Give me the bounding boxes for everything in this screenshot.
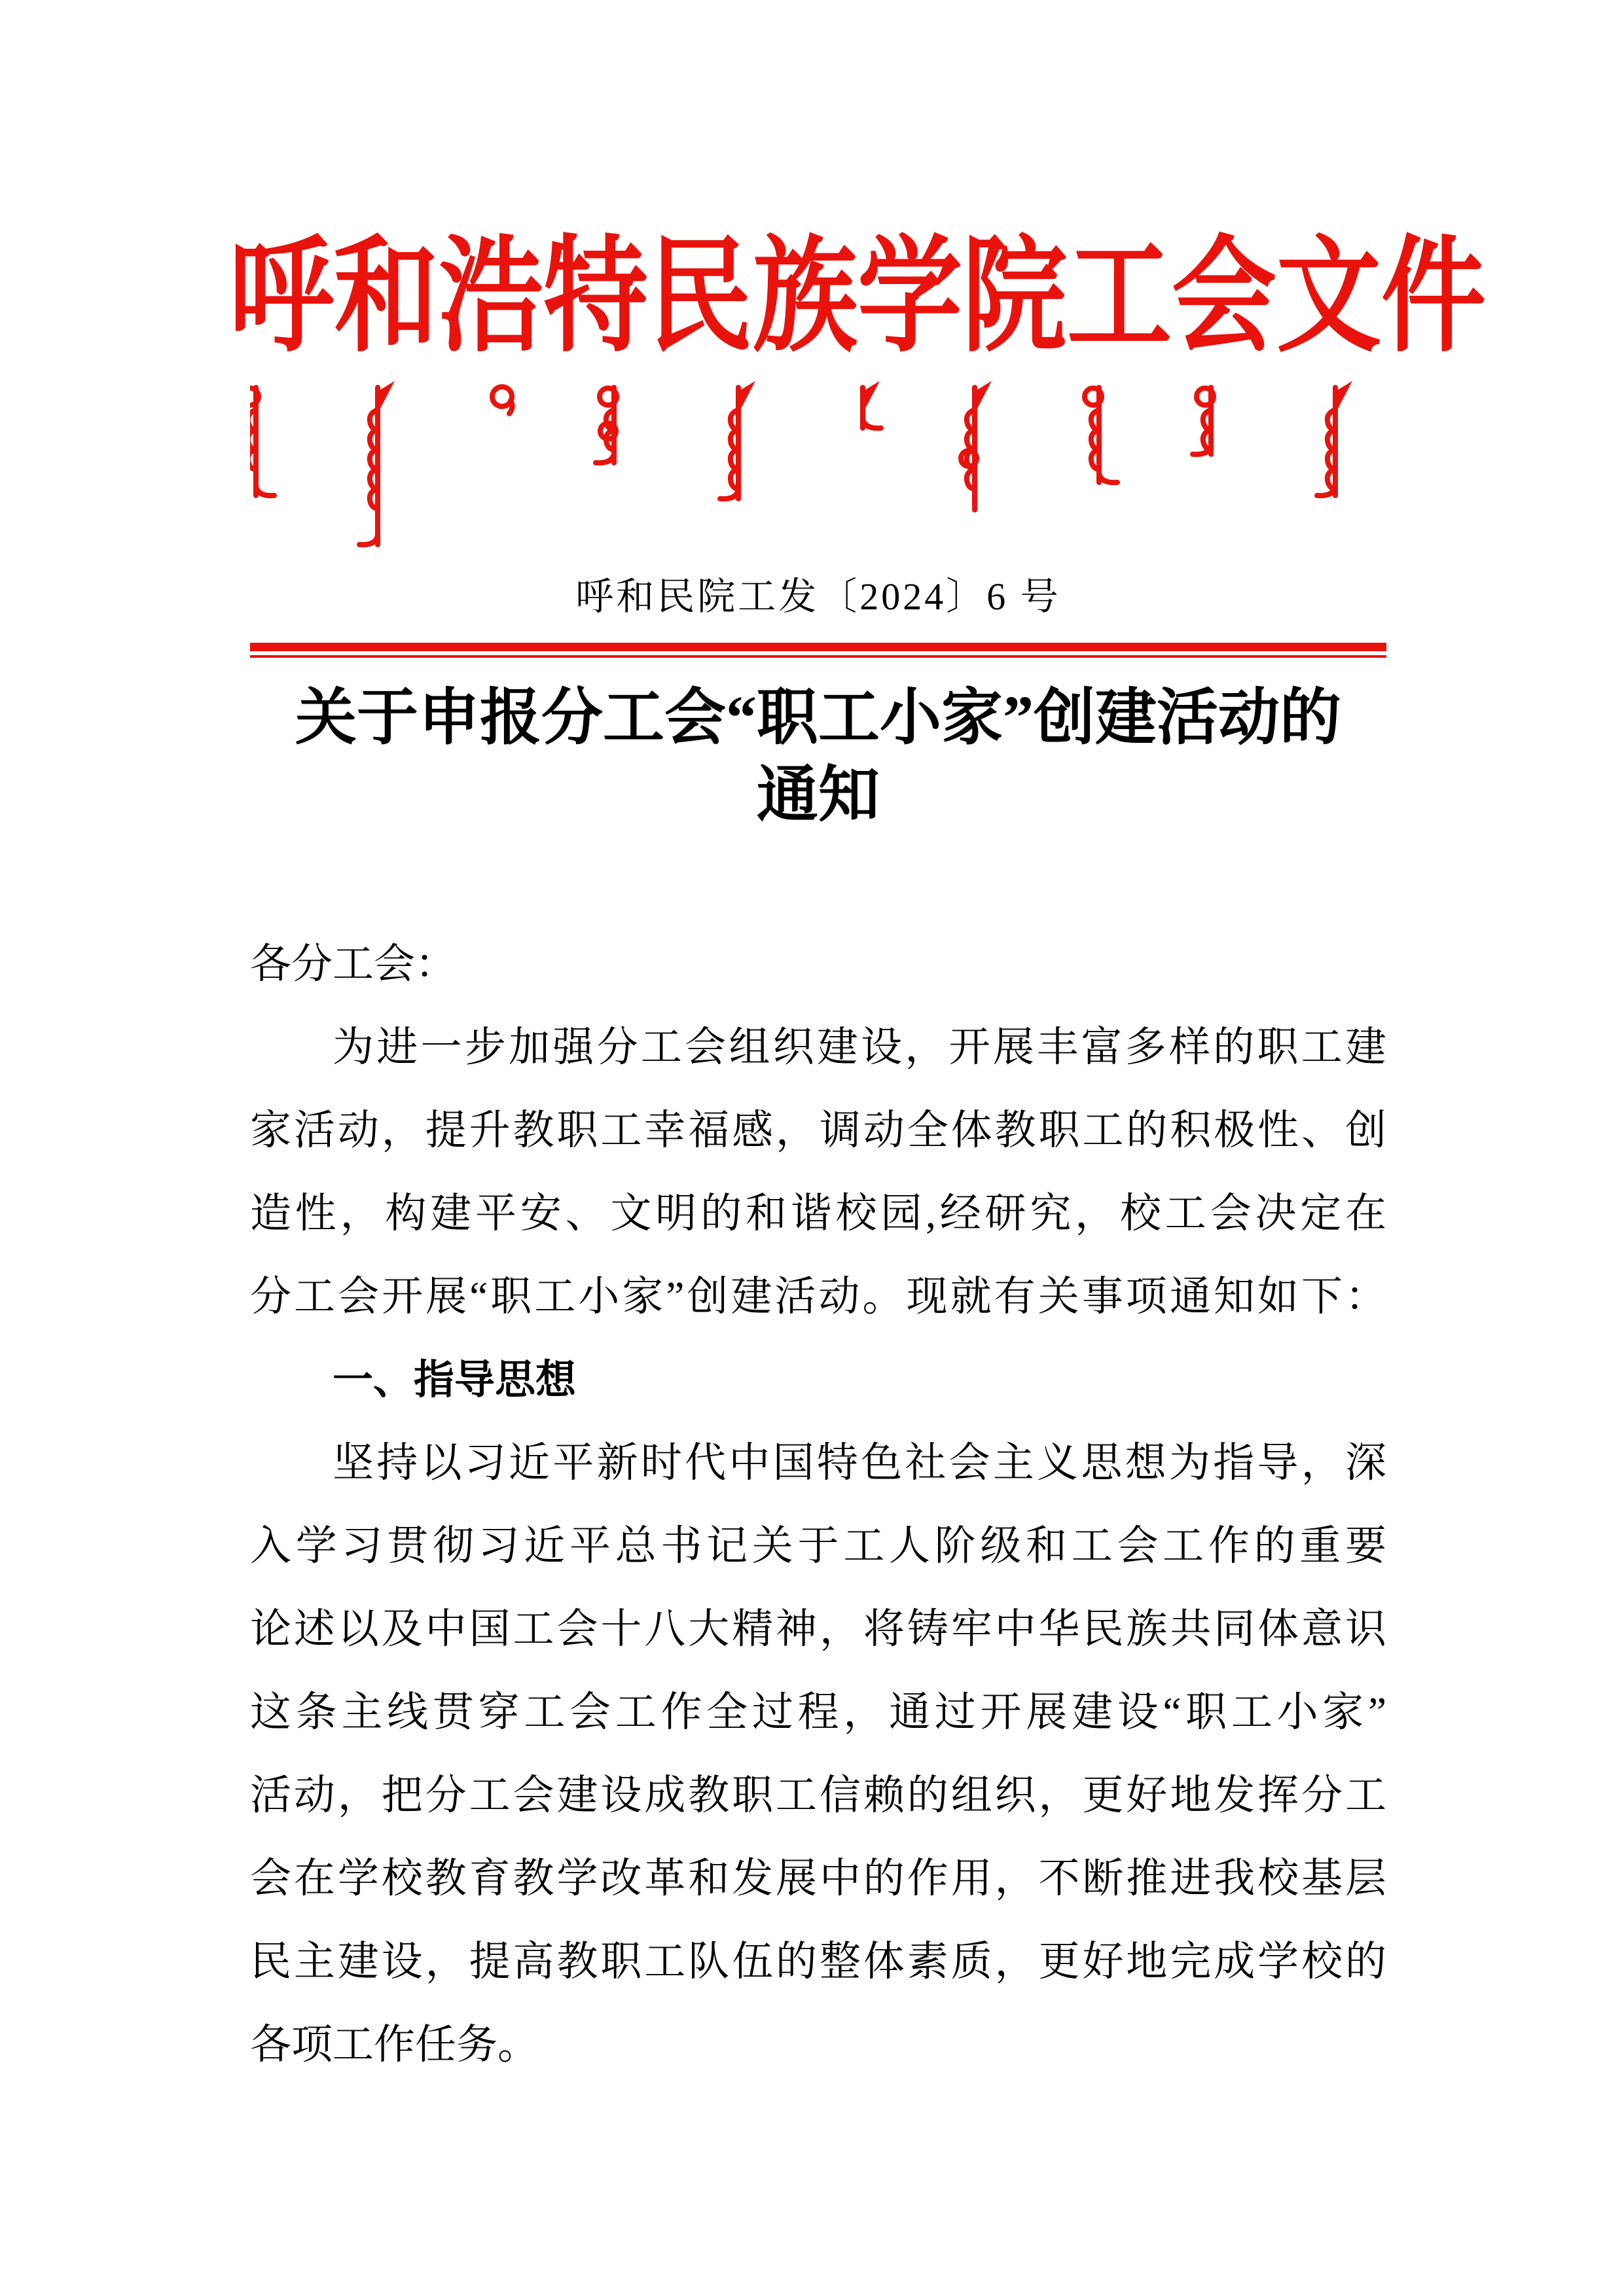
red-separator-thick-line [250,643,1386,651]
mongolian-word [492,387,513,414]
doc-number: 呼和民院工发〔2024〕6 号 [575,575,1061,618]
mongolian-script-icon [250,378,1386,555]
mongolian-word [863,381,881,428]
red-separator [250,643,1386,658]
body-line: 入学习贯彻习近平总书记关于工人阶级和工会工作的重要 [250,1523,1386,1569]
document-title [250,679,1386,834]
document-title-line-2: 通知 [756,761,880,829]
mongolian-word [1317,381,1352,495]
section-heading: 一、指导思想 [333,1357,577,1403]
body-line: 坚持以习近平新时代中国特色社会主义思想为指导，深 [333,1440,1386,1486]
mongolian-word [596,387,617,463]
mongolian-word [1085,387,1117,482]
body-line: 论述以及中国工会十八大精神，将铸牢中华民族共同体意识 [250,1606,1386,1652]
mongolian-word [1193,387,1214,454]
mongolian-word [250,387,274,495]
mongolian-word [961,381,992,510]
body-line: 家活动，提升教职工幸福感，调动全体教职工的积极性、创 [250,1107,1386,1153]
body-line: 造性，构建平安、文明的和谐校园,经研究，校工会决定在 [250,1191,1386,1236]
body-line: 会在学校教育教学改革和发展中的作用，不断推进我校基层 [250,1856,1386,1901]
body-line: 民主建设，提高教职工队伍的整体素质，更好地完成学校的 [250,1939,1386,1984]
body-line: 为进一步加强分工会组织建设，开展丰富多样的职工建 [333,1024,1386,1070]
body-line: 分工会开展“职工小家”创建活动。现就有关事项通知如下： [250,1274,1386,1319]
mongolian-word [359,381,395,545]
body-line: 活动，把分工会建设成教职工信赖的组织，更好地发挥分工 [250,1772,1386,1818]
mongolian-word [720,381,755,499]
org-title: 呼和浩特民族学院工会文件 [229,227,1487,367]
red-separator-thin-line [250,655,1386,658]
document-body [250,923,1386,2087]
body-line: 这条主线贯穿工会工作全过程，通过开展建设“职工小家” [250,1689,1386,1735]
body-line: 各分工会： [250,941,456,987]
document-title-line-1: 关于申报分工会“职工小家”创建活动的 [295,684,1341,752]
body-line: 各项工作任务。 [250,2022,539,2068]
